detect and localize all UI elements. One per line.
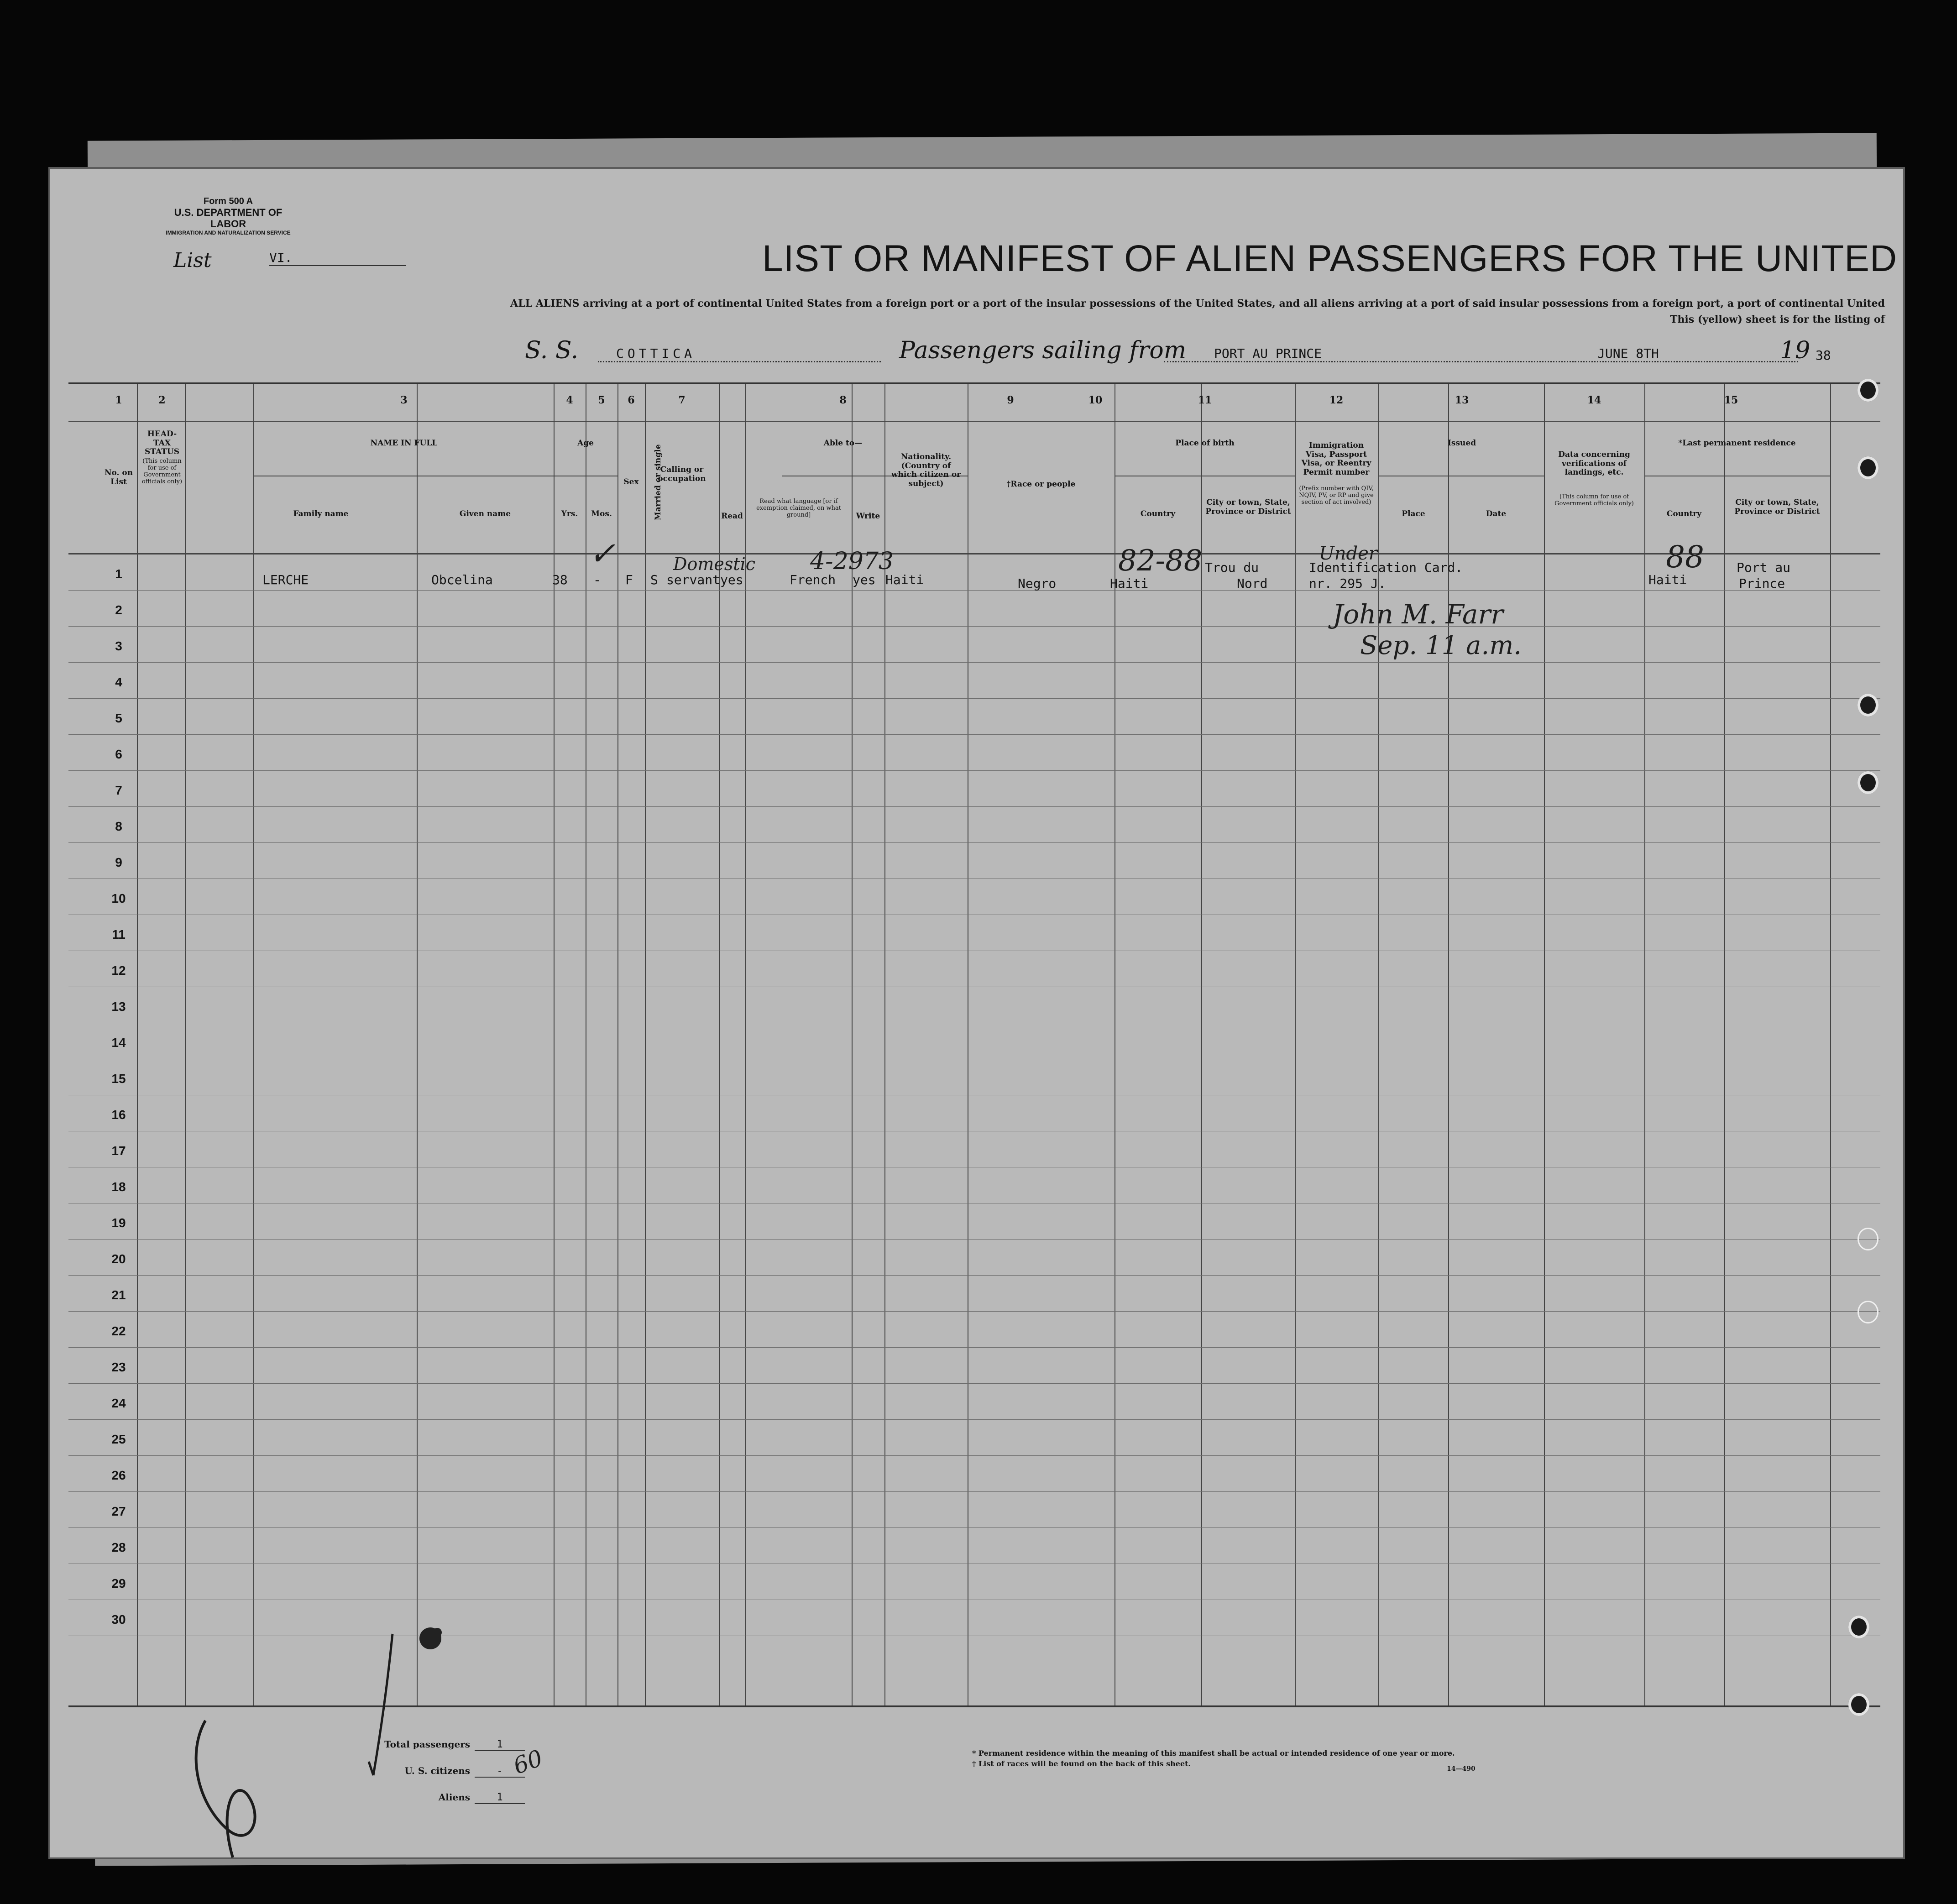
residence-city-line-1: Port au: [1737, 560, 1791, 575]
bottom-handwritten-number: 60: [510, 1744, 546, 1780]
us-citizens-row: [278, 1765, 534, 1784]
binder-hole: [1848, 1693, 1869, 1716]
sex-cell: F: [625, 572, 633, 587]
header-yrs: Yrs.: [561, 509, 578, 518]
binder-hole: [1858, 771, 1879, 794]
inspector-signature: John M. Farr: [1333, 599, 1503, 630]
ship-name: COTTICA: [598, 346, 881, 362]
subtitle-line-2: This (yellow) sheet is for the listing of: [1670, 314, 1885, 326]
header-head-tax-note: (This column for use of Government officials only): [141, 458, 183, 485]
column-number: 4: [566, 394, 573, 406]
header-issued: Issued: [1447, 439, 1476, 448]
total-passengers-row: [278, 1739, 534, 1757]
row-number: 1: [115, 567, 122, 581]
year-prefix: 19: [1780, 337, 1810, 364]
visa-handwritten-note: Under: [1319, 543, 1377, 564]
ss-label: S. S.: [525, 337, 579, 364]
column-divider: [1724, 384, 1725, 1705]
row-number: 29: [111, 1576, 126, 1590]
row-number: 14: [111, 1036, 126, 1050]
column-number: 8: [839, 394, 847, 406]
row-number: 6: [115, 747, 122, 761]
column-number: 10: [1088, 394, 1103, 406]
header-age: Age: [577, 439, 594, 448]
department-name: U.S. DEPARTMENT OF LABOR: [174, 207, 283, 230]
service-name: IMMIGRATION AND NATURALIZATION SERVICE: [166, 229, 291, 236]
form-header: [155, 196, 301, 236]
row-number: 13: [111, 999, 126, 1014]
aliens-value: 1: [475, 1792, 525, 1804]
header-residence-city: City or town, State, Province or District: [1734, 498, 1820, 516]
column-divider: [253, 384, 254, 1705]
language-cell: French: [790, 572, 836, 587]
list-value: VI.: [269, 250, 406, 266]
header-birth-city: City or town, State, Province or District: [1205, 498, 1291, 516]
header-landing-note: (This column for use of Government officials only): [1554, 493, 1634, 507]
list-label: List: [173, 249, 212, 272]
age-months-cell: -: [593, 572, 601, 587]
header-given-name: Given name: [459, 509, 511, 518]
sailing-label: Passengers sailing from: [899, 337, 1187, 364]
header-able-to: Able to—: [823, 439, 863, 448]
header-nationality: Nationality. (Country of which citizen or subject): [891, 452, 961, 488]
birth-country-cell: Haiti: [1110, 576, 1149, 591]
header-landing-data: Data concerning verifications of landings, etc.: [1558, 450, 1630, 477]
us-citizens-label: U. S. citizens: [404, 1765, 470, 1776]
header-married: Married or single: [654, 444, 663, 521]
column-divider: [645, 384, 646, 1705]
row-number: 22: [111, 1324, 126, 1338]
column-divider: [1644, 384, 1645, 1705]
age-years-cell: 38: [552, 572, 568, 587]
header-calling: Calling or occupation: [658, 465, 706, 483]
binder-hole: [1858, 1228, 1879, 1250]
row-number: 26: [111, 1468, 126, 1482]
column-divider: [417, 384, 418, 1705]
header-issued-date: Date: [1486, 509, 1507, 518]
row-number: 28: [111, 1540, 126, 1554]
race-cell: Negro: [1018, 576, 1057, 591]
aliens-label: Aliens: [438, 1792, 470, 1803]
header-residence-country: Country: [1666, 509, 1702, 518]
column-number: 15: [1724, 394, 1738, 406]
given-name-cell: Obcelina: [431, 572, 493, 587]
header-visa-note: (Prefix number with QIV, NQIV, PV, or RP and give section of act involved): [1299, 485, 1374, 506]
row-number: 16: [111, 1108, 126, 1122]
header-write: Write: [856, 512, 880, 521]
subtitle-line-1: ALL ALIENS arriving at a port of continental United States from a foreign port or a port of the insular possessions of the United States, and all aliens arriving at a port of said insular possessions from a foreign port, a port of continental United: [510, 298, 1885, 309]
column-divider: [1830, 384, 1831, 1705]
row-number: 10: [111, 891, 126, 905]
year-suffix: 38: [1816, 348, 1831, 363]
ink-blot: [415, 1622, 447, 1654]
write-cell: yes: [853, 572, 876, 587]
row-number: 21: [111, 1288, 126, 1302]
row-number: 11: [112, 927, 126, 942]
residence-city-line-2: Prince: [1739, 576, 1785, 591]
occupation-cell: servant: [666, 572, 721, 587]
birth-handwritten-note: 82-88: [1118, 544, 1203, 578]
visa-line-2: nr. 295 J.: [1309, 576, 1386, 591]
row-number: 30: [111, 1612, 126, 1627]
total-passengers-value: 1: [475, 1739, 525, 1751]
married-cell: S: [650, 572, 658, 587]
row-number: 19: [111, 1216, 126, 1230]
column-divider: [1544, 384, 1545, 1705]
residence-handwritten-note: 88: [1666, 539, 1704, 575]
binder-hole: [1848, 1616, 1869, 1638]
column-divider: [1295, 384, 1296, 1705]
residence-country-cell: Haiti: [1648, 572, 1687, 587]
header-read-language: Read what language [or if exemption claimed, on what ground]: [756, 498, 841, 518]
inspection-time-note: Sep. 11 a.m.: [1360, 631, 1522, 660]
birth-city-line-1: Trou du: [1205, 560, 1259, 575]
aliens-row: [278, 1792, 534, 1810]
column-divider: [745, 384, 746, 1705]
row-number: 4: [115, 675, 122, 689]
row-number: 5: [115, 711, 122, 725]
binder-hole: [1858, 379, 1879, 402]
column-divider: [1201, 384, 1202, 1705]
birth-city-line-2: Nord: [1237, 576, 1268, 591]
header-sex: Sex: [623, 477, 639, 486]
column-number: 14: [1587, 394, 1601, 406]
header-divider: [68, 553, 1880, 554]
binder-hole: [1858, 456, 1879, 479]
row-number: 3: [115, 639, 122, 653]
total-passengers-label: Total passengers: [384, 1739, 470, 1750]
header-race: †Race or people: [1006, 480, 1076, 489]
header-name-in-full: NAME IN FULL: [370, 439, 438, 448]
column-number: 5: [598, 394, 605, 406]
row-number: 18: [111, 1180, 126, 1194]
binder-hole: [1858, 694, 1879, 717]
row-number: 20: [111, 1252, 126, 1266]
column-number: 13: [1455, 394, 1469, 406]
footnote-races: † List of races will be found on the back of this sheet.: [972, 1759, 1191, 1768]
row-number: 7: [115, 783, 122, 797]
column-number: 12: [1329, 394, 1344, 406]
check-mark: ✓: [589, 535, 616, 572]
header-read: Read: [721, 512, 743, 521]
column-divider: [185, 384, 186, 1705]
manifest-sheet: [50, 169, 1903, 1857]
departure-port: PORT AU PRINCE: [1164, 346, 1593, 362]
row-number: 9: [115, 855, 122, 869]
page-title: LIST OR MANIFEST OF ALIEN PASSENGERS FOR THE UNITED: [762, 238, 1898, 279]
sailing-date: JUNE 8TH: [1575, 346, 1798, 362]
us-citizens-value: -: [475, 1765, 525, 1778]
footnotes: [972, 1748, 1455, 1769]
language-handwritten-note: 4-2973: [810, 548, 894, 575]
header-place-of-birth: Place of birth: [1175, 439, 1235, 448]
row-number: 8: [115, 819, 122, 833]
family-name-cell: LERCHE: [262, 572, 309, 587]
row-number: 2: [115, 603, 122, 617]
footnote-permanent-residence: * Permanent residence within the meaning of this manifest shall be actual or intended residence of one year or more.: [972, 1749, 1455, 1758]
row-number: 25: [111, 1432, 126, 1446]
column-divider: [1448, 384, 1449, 1705]
column-divider: [617, 384, 618, 1705]
row-number: 27: [111, 1504, 126, 1518]
margin-pen-stroke: [178, 1711, 278, 1867]
footnote-code: 14—490: [1447, 1765, 1476, 1773]
header-family-name: Family name: [293, 509, 349, 518]
column-number: 9: [1007, 394, 1014, 406]
occupation-handwritten-note: Domestic: [673, 554, 756, 574]
header-birth-country: Country: [1140, 509, 1176, 518]
column-number: 2: [158, 394, 166, 406]
column-number: 6: [628, 394, 635, 406]
column-number: 11: [1198, 394, 1212, 406]
header-head-tax: HEAD-TAX STATUS: [144, 429, 179, 457]
row-number: 24: [111, 1396, 126, 1410]
column-number: 3: [400, 394, 408, 406]
subtitle: [429, 296, 1885, 328]
row-number: 15: [111, 1072, 126, 1086]
form-number: Form 500 A: [203, 196, 253, 206]
column-divider: [137, 384, 138, 1705]
column-number: 1: [115, 394, 122, 406]
column-number: 7: [678, 394, 685, 406]
nationality-cell: Haiti: [885, 572, 924, 587]
binder-hole: [1858, 1301, 1879, 1323]
row-number: 23: [111, 1360, 126, 1374]
header-visa: Immigration Visa, Passport Visa, or Reentry Permit number: [1301, 441, 1371, 477]
header-last-residence: *Last permanent residence: [1678, 439, 1796, 448]
read-cell: yes: [720, 572, 743, 587]
row-number: 12: [111, 963, 126, 978]
header-issued-place: Place: [1402, 509, 1425, 518]
header-mos: Mos.: [591, 509, 612, 518]
header-divider: [68, 421, 1880, 422]
row-number: 17: [111, 1144, 126, 1158]
visa-line-1: Identification Card.: [1309, 560, 1463, 575]
header-no-on-list: No. on List: [104, 468, 133, 486]
